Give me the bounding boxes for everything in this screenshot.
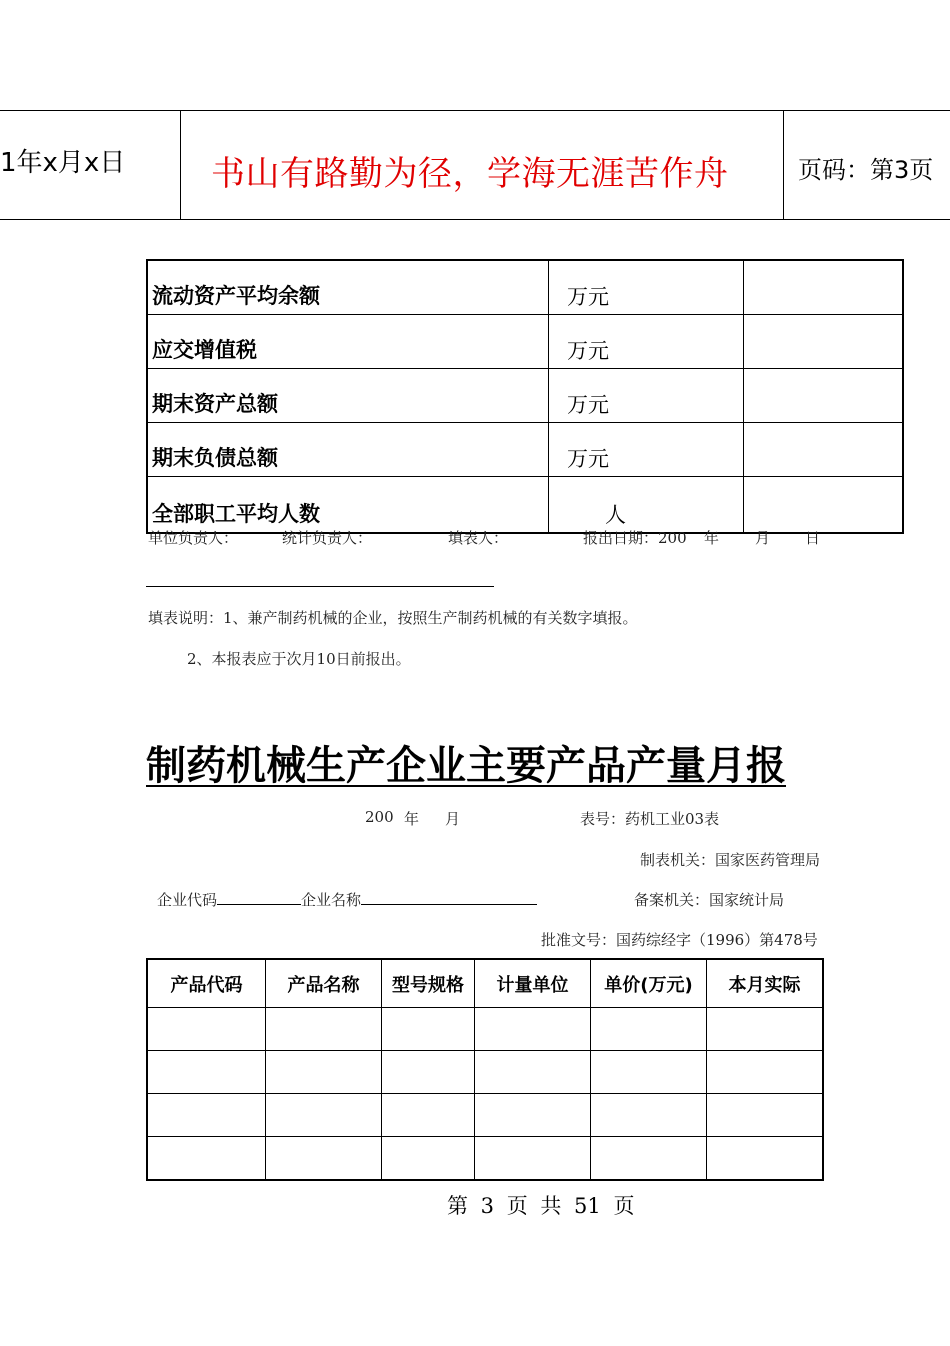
approval-number: 批准文号：国药综经字（1996）第478号: [541, 931, 818, 949]
company-name-label: 企业名称: [301, 891, 362, 909]
filing-authority: 备案机关：国家统计局: [634, 891, 785, 909]
col-model-spec: 型号规格: [382, 959, 475, 1008]
col-product-name: 产品名称: [266, 959, 382, 1008]
table-cell: [707, 1051, 824, 1094]
table-cell: [475, 1137, 591, 1181]
footer-page-number: 第 3 页 共 51 页: [447, 1194, 635, 1218]
table-cell: [147, 1137, 266, 1181]
issuing-authority: 制表机关：国家医药管理局: [640, 851, 821, 869]
header-bottom-rule: [0, 219, 950, 220]
table-row: [147, 477, 903, 534]
note-2: 2、本报表应于次月10日前报出。: [187, 650, 411, 668]
company-name-blank[interactable]: [361, 890, 537, 905]
unit-head-label: 单位负责人：: [148, 529, 239, 547]
row-value: [744, 477, 904, 534]
table-cell: [382, 1094, 475, 1137]
col-month-actual: 本月实际: [707, 959, 824, 1008]
table-row: [147, 315, 903, 369]
report-date-year: 年: [704, 529, 720, 547]
report-year-label: 年: [404, 810, 420, 828]
table-cell: [475, 1094, 591, 1137]
form-number: 表号：药机工业03表: [580, 810, 720, 828]
row-label: 流动资产平均余额: [147, 260, 549, 315]
signature-rule: [146, 586, 494, 587]
table-row: [147, 369, 903, 423]
row-label: 期末资产总额: [147, 369, 549, 423]
table-cell: [382, 1051, 475, 1094]
table-cell: [147, 1094, 266, 1137]
table-cell: [591, 1094, 707, 1137]
table-cell: [382, 1137, 475, 1181]
row-unit: 万元: [549, 369, 744, 423]
row-value: [744, 369, 904, 423]
note-1: 填表说明：1、兼产制药机械的企业，按照生产制药机械的有关数字填报。: [148, 609, 638, 627]
finance-table: [146, 259, 904, 534]
company-code-blank[interactable]: [217, 890, 301, 905]
col-product-code: 产品代码: [147, 959, 266, 1008]
table-row: [147, 1008, 823, 1051]
header-top-rule: [0, 110, 950, 111]
report-date-day: 日: [805, 529, 821, 547]
table-cell: [707, 1094, 824, 1137]
filler-label: 填表人：: [448, 529, 509, 547]
header-divider-left: [180, 110, 181, 220]
table-cell: [591, 1051, 707, 1094]
row-unit: 万元: [549, 315, 744, 369]
table-row: [147, 423, 903, 477]
row-label: 全部职工平均人数: [147, 477, 549, 534]
table-row: [147, 260, 903, 315]
report-date-month: 月: [755, 529, 771, 547]
table-cell: [266, 1051, 382, 1094]
row-value: [744, 260, 904, 315]
table-cell: [707, 1008, 824, 1051]
header-page-number: 页码：第3页: [798, 156, 934, 184]
table-row: [147, 1094, 823, 1137]
table-cell: [147, 1051, 266, 1094]
table-cell: [591, 1008, 707, 1051]
report-year-prefix: 200: [365, 808, 394, 826]
table-cell: [475, 1008, 591, 1051]
header-date: 1年x月x日: [0, 148, 126, 178]
table-cell: [475, 1051, 591, 1094]
row-unit: 人: [549, 477, 744, 534]
report-month-label: 月: [445, 810, 461, 828]
row-unit: 万元: [549, 423, 744, 477]
row-unit: 万元: [549, 260, 744, 315]
header-motto: 书山有路勤为径，学海无涯苦作舟: [211, 154, 729, 194]
table-cell: [266, 1008, 382, 1051]
col-unit-price: 单价(万元): [591, 959, 707, 1008]
table-header-row: [147, 959, 823, 1008]
table-cell: [707, 1137, 824, 1181]
table-cell: [147, 1008, 266, 1051]
header-divider-right: [783, 110, 784, 220]
col-unit: 计量单位: [475, 959, 591, 1008]
stat-head-label: 统计负责人：: [282, 529, 373, 547]
page-title: 制药机械生产企业主要产品产量月报: [146, 743, 786, 789]
table-cell: [591, 1137, 707, 1181]
report-date-label: 报出日期：200: [583, 529, 687, 547]
row-value: [744, 315, 904, 369]
table-row: [147, 1051, 823, 1094]
row-label: 应交增值税: [147, 315, 549, 369]
table-cell: [382, 1008, 475, 1051]
row-value: [744, 423, 904, 477]
table-cell: [266, 1094, 382, 1137]
table-row: [147, 1137, 823, 1181]
company-code-label: 企业代码: [157, 891, 218, 909]
table-cell: [266, 1137, 382, 1181]
product-table: [146, 958, 824, 1181]
row-label: 期末负债总额: [147, 423, 549, 477]
company-code-field: [157, 889, 537, 910]
